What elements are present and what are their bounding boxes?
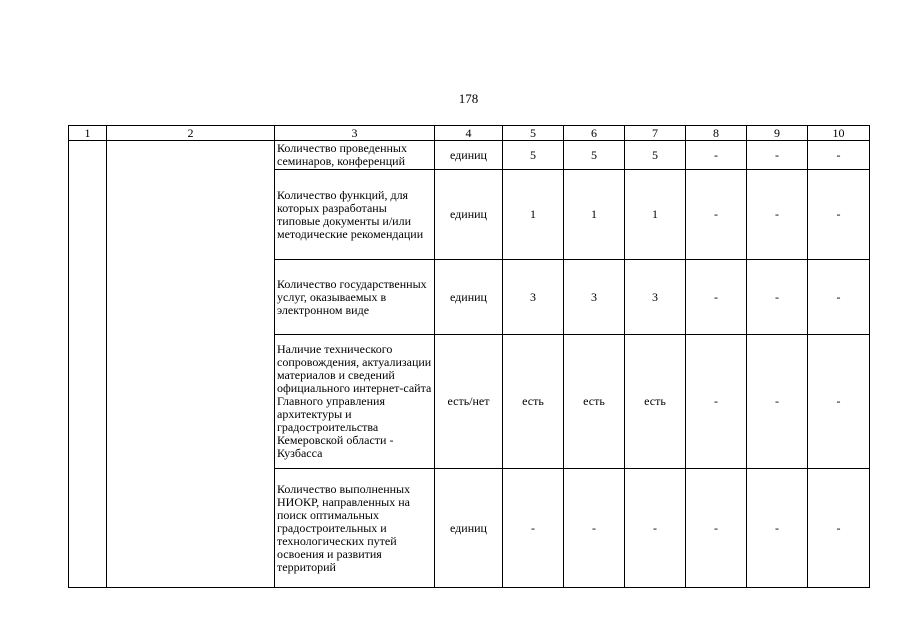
value-cell: - [808,141,870,170]
value-cell: - [808,469,870,588]
page-number: 178 [458,91,479,106]
value-cell: есть [503,335,564,469]
value-cell: - [808,170,870,260]
value-cell: - [686,170,747,260]
header-col-7: 7 [625,126,686,141]
value-cell: 3 [625,260,686,335]
value-cell: - [503,469,564,588]
value-cell: 3 [564,260,625,335]
value-cell: есть [625,335,686,469]
header-col-1: 1 [69,126,107,141]
value-cell: - [564,469,625,588]
value-cell: - [686,260,747,335]
table-header-row [69,126,870,141]
value-cell: 3 [503,260,564,335]
value-cell: - [747,141,808,170]
indicator-cell: Наличие технического сопровождения, актуализации материалов и сведений официального интернет-сайта Главного управления архитектуры и градостроительства Кемеровской области - Кузбасса [275,335,435,469]
header-col-9: 9 [747,126,808,141]
value-cell: - [808,335,870,469]
value-cell: - [747,335,808,469]
header-col-4: 4 [435,126,503,141]
value-cell: 5 [564,141,625,170]
indicator-cell: Количество выполненных НИОКР, направленных на поиск оптимальных градостроительных и технологических путей освоения и развития территорий [275,469,435,588]
unit-cell: единиц [435,260,503,335]
indicator-cell: Количество проведенных семинаров, конференций [275,141,435,170]
value-cell: - [686,141,747,170]
table-row [69,141,870,170]
value-cell: - [747,260,808,335]
value-cell: - [808,260,870,335]
header-col-6: 6 [564,126,625,141]
col-1-merged-cell [69,141,107,588]
value-cell: - [625,469,686,588]
value-cell: 1 [625,170,686,260]
header-col-3: 3 [275,126,435,141]
value-cell: есть [564,335,625,469]
value-cell: - [747,469,808,588]
value-cell: - [747,170,808,260]
header-col-10: 10 [808,126,870,141]
value-cell: - [686,469,747,588]
value-cell: 5 [503,141,564,170]
unit-cell: единиц [435,469,503,588]
indicator-cell: Количество государственных услуг, оказываемых в электронном виде [275,260,435,335]
value-cell: 1 [564,170,625,260]
unit-cell: единиц [435,141,503,170]
col-2-merged-cell [107,141,275,588]
header-col-5: 5 [503,126,564,141]
header-col-2: 2 [107,126,275,141]
unit-cell: есть/нет [435,335,503,469]
value-cell: 5 [625,141,686,170]
header-col-8: 8 [686,126,747,141]
unit-cell: единиц [435,170,503,260]
indicator-cell: Количество функций, для которых разработаны типовые документы и/или методические рекомендации [275,170,435,260]
value-cell: 1 [503,170,564,260]
value-cell: - [686,335,747,469]
indicators-table [68,125,870,588]
